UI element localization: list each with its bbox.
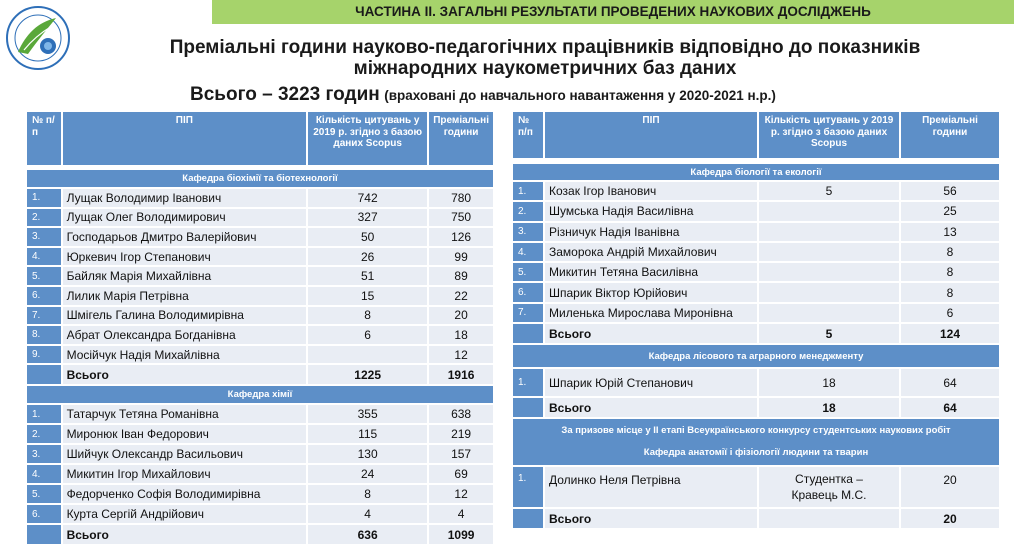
row-name: Шпарик Віктор Юрійович (545, 283, 759, 303)
row-number: 3. (27, 228, 63, 248)
row-name: Миленька Мирослава Миронівна (545, 304, 759, 324)
total-hours: 1099 (429, 525, 495, 546)
row-name: Мосійчук Надія Михайлівна (63, 346, 309, 366)
page-title: Преміальні години науково-педагогічних працівників відповідно до показників міжнародних наукометричних баз даних (169, 37, 921, 79)
row-citations (759, 263, 901, 283)
row-number: 1. (513, 369, 545, 398)
total-row (27, 525, 495, 546)
row-number: 9. (27, 346, 63, 366)
section-title-row (513, 164, 1001, 182)
total-hours-line (190, 84, 950, 106)
row-citations: Студентка – Кравець М.С. (759, 467, 901, 509)
row-name: Миронюк Іван Федорович (63, 425, 309, 445)
row-citations (759, 202, 901, 222)
row-hours: 8 (901, 283, 1001, 303)
table-row (27, 445, 495, 465)
row-citations: 130 (308, 445, 429, 465)
row-hours: 8 (901, 243, 1001, 263)
col-hours-header: Преміальні години (429, 112, 495, 167)
row-number: 7. (513, 304, 545, 324)
row-citations: 4 (308, 505, 429, 525)
row-number: 1. (27, 405, 63, 425)
row-number: 6. (513, 283, 545, 303)
row-hours: 99 (429, 248, 495, 268)
row-name: Шумська Надія Василівна (545, 202, 759, 222)
col-no-header: № п/п (513, 112, 545, 160)
table-row (27, 346, 495, 366)
row-name: Микитин Ігор Михайлович (63, 465, 309, 485)
row-number: 2. (27, 425, 63, 445)
row-number: 1. (27, 189, 63, 209)
total-citations: 1225 (308, 365, 429, 386)
row-name: Татарчук Тетяна Романівна (63, 405, 309, 425)
row-name: Юркевич Ігор Степанович (63, 248, 309, 268)
table-row (27, 465, 495, 485)
row-number: 1. (513, 182, 545, 202)
row-name: Долинко Неля Петрівна (545, 467, 759, 509)
row-number: 6. (27, 287, 63, 307)
row-hours: 12 (429, 346, 495, 366)
table-row (27, 248, 495, 268)
table-row (27, 209, 495, 229)
row-citations: 8 (308, 485, 429, 505)
total-hours: 1916 (429, 365, 495, 386)
row-name: Шмігель Галина Володимирівна (63, 307, 309, 327)
row-hours: 8 (901, 263, 1001, 283)
row-hours: 25 (901, 202, 1001, 222)
row-hours: 219 (429, 425, 495, 445)
row-hours: 56 (901, 182, 1001, 202)
row-name: Байляк Марія Михайлівна (63, 267, 309, 287)
section-title: За призове місце у ІІ етапі Всеукраїнського конкурсу студентських наукових робіт (561, 425, 951, 437)
row-hours: 64 (901, 369, 1001, 398)
row-hours: 18 (429, 326, 495, 346)
table-row (27, 405, 495, 425)
row-hours: 89 (429, 267, 495, 287)
row-name: Різничук Надія Іванівна (545, 223, 759, 243)
total-hours: 64 (901, 398, 1001, 419)
row-number: 8. (27, 326, 63, 346)
section-title-row (513, 345, 1001, 369)
row-citations (759, 243, 901, 263)
table-row (513, 263, 1001, 283)
total-citations (759, 509, 901, 530)
row-name: Курта Сергій Андрійович (63, 505, 309, 525)
row-hours: 157 (429, 445, 495, 465)
row-citations: 24 (308, 465, 429, 485)
row-citations: 355 (308, 405, 429, 425)
total-label: Всього (545, 509, 759, 530)
table-row (513, 243, 1001, 263)
col-citations-header: Кількість цитувань у 2019 р. згідно з базою даних Scopus (759, 112, 901, 160)
total-citations: 18 (759, 398, 901, 419)
row-citations (759, 223, 901, 243)
row-citations: 18 (759, 369, 901, 398)
row-number: 4. (513, 243, 545, 263)
row-name: Федорченко Софія Володимирівна (63, 485, 309, 505)
row-citations: 8 (308, 307, 429, 327)
row-number: 7. (27, 307, 63, 327)
row-name: Лущак Володимир Іванович (63, 189, 309, 209)
row-citations: 115 (308, 425, 429, 445)
total-citations: 5 (759, 324, 901, 345)
row-hours: 4 (429, 505, 495, 525)
col-hours-header: Преміальні години (901, 112, 1001, 160)
section-title: Кафедра лісового та аграрного менеджменту (513, 345, 1001, 369)
col-name-header: ПІП (545, 112, 759, 160)
row-citations: 742 (308, 189, 429, 209)
table-row (27, 287, 495, 307)
row-number: 6. (27, 505, 63, 525)
table-row (27, 505, 495, 525)
left-table (27, 112, 495, 546)
row-hours: 22 (429, 287, 495, 307)
row-hours: 780 (429, 189, 495, 209)
col-name-header: ПІП (63, 112, 309, 167)
row-hours: 13 (901, 223, 1001, 243)
row-hours: 6 (901, 304, 1001, 324)
total-label: Всього (545, 324, 759, 345)
table-row (27, 485, 495, 505)
total-hours: 20 (901, 509, 1001, 530)
total-row (27, 365, 495, 386)
row-number: 5. (513, 263, 545, 283)
row-citations: 51 (308, 267, 429, 287)
total-hours: 124 (901, 324, 1001, 345)
row-hours: 638 (429, 405, 495, 425)
table-header (513, 112, 1001, 160)
row-citations (759, 304, 901, 324)
total-hours: Всього – 3223 годин (190, 84, 380, 105)
total-row (513, 324, 1001, 345)
table-row (27, 267, 495, 287)
col-citations-header: Кількість цитувань у 2019 р. згідно з базою даних Scopus (308, 112, 429, 167)
row-number: 1. (513, 467, 545, 509)
table-row (513, 369, 1001, 398)
section-title-row (27, 170, 495, 189)
row-citations: 50 (308, 228, 429, 248)
university-logo-icon (4, 4, 72, 72)
table-row (27, 189, 495, 209)
row-name: Микитин Тетяна Василівна (545, 263, 759, 283)
table-row (513, 283, 1001, 303)
row-name: Заморока Андрій Михайлович (545, 243, 759, 263)
total-citations: 636 (308, 525, 429, 546)
table-row (513, 182, 1001, 202)
row-name: Лилик Марія Петрівна (63, 287, 309, 307)
row-hours: 20 (429, 307, 495, 327)
row-name: Абрат Олександра Богданівна (63, 326, 309, 346)
table-row (27, 326, 495, 346)
row-hours: 12 (429, 485, 495, 505)
row-name: Шпарик Юрій Степанович (545, 369, 759, 398)
row-number: 4. (27, 248, 63, 268)
row-citations: 327 (308, 209, 429, 229)
table-header (27, 112, 495, 167)
section-title: Кафедра біології та екології (513, 164, 1001, 182)
row-number: 5. (27, 485, 63, 505)
row-citations: 5 (759, 182, 901, 202)
table-row (27, 228, 495, 248)
right-table (513, 112, 1001, 530)
row-number: 4. (27, 465, 63, 485)
row-name: Козак Ігор Іванович (545, 182, 759, 202)
row-citations (759, 283, 901, 303)
row-name: Лущак Олег Володимирович (63, 209, 309, 229)
row-citations: 26 (308, 248, 429, 268)
row-number: 3. (513, 223, 545, 243)
table-row (513, 223, 1001, 243)
table-row (27, 425, 495, 445)
row-number: 2. (27, 209, 63, 229)
section-title: Кафедра біохімії та біотехнології (27, 170, 495, 189)
row-citations: 6 (308, 326, 429, 346)
table-row (513, 304, 1001, 324)
total-label: Всього (545, 398, 759, 419)
total-row (513, 398, 1001, 419)
table-row (27, 307, 495, 327)
row-number: 3. (27, 445, 63, 465)
section-subtitle: Кафедра анатомії і фізіології людини та тварин (643, 447, 869, 459)
table-row (513, 202, 1001, 222)
section-title-row (27, 386, 495, 405)
section-banner: ЧАСТИНА ІІ. ЗАГАЛЬНІ РЕЗУЛЬТАТИ ПРОВЕДЕНИХ НАУКОВИХ ДОСЛІДЖЕНЬ (212, 0, 1014, 24)
row-hours: 750 (429, 209, 495, 229)
row-citations: 15 (308, 287, 429, 307)
row-name: Господарьов Дмитро Валерійович (63, 228, 309, 248)
row-name: Шийчук Олександр Васильович (63, 445, 309, 465)
total-hours-note: (враховані до навчального навантаження у 2020-2021 н.р.) (384, 88, 776, 103)
total-label: Всього (63, 365, 309, 386)
row-citations (308, 346, 429, 366)
section-title-row (513, 419, 1001, 467)
row-number: 2. (513, 202, 545, 222)
row-hours: 20 (901, 467, 1001, 509)
section-title: Кафедра хімії (27, 386, 495, 405)
total-row (513, 509, 1001, 530)
col-no-header: № п/п (27, 112, 63, 167)
row-number: 5. (27, 267, 63, 287)
row-hours: 126 (429, 228, 495, 248)
total-label: Всього (63, 525, 309, 546)
table-row (513, 467, 1001, 509)
row-hours: 69 (429, 465, 495, 485)
